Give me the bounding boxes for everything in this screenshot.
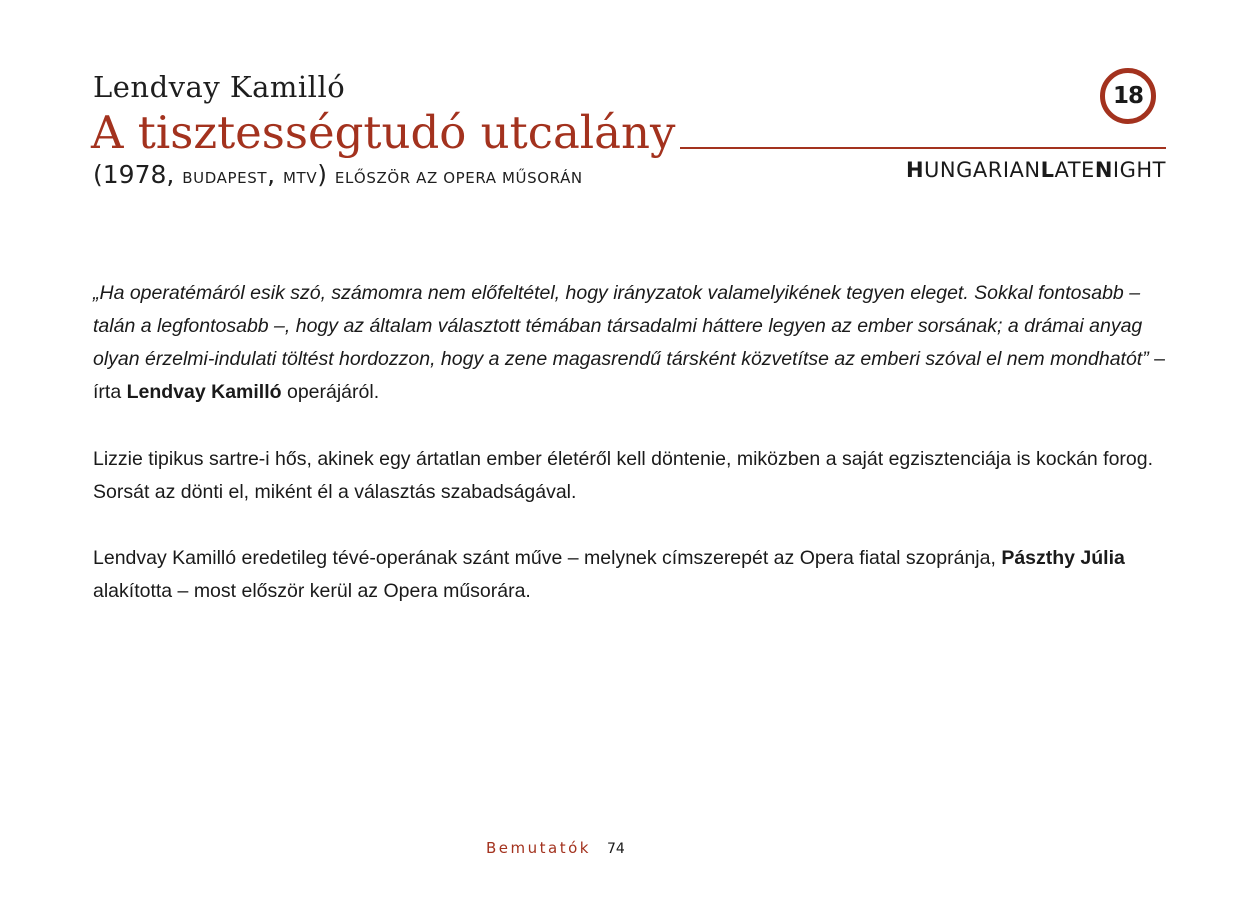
brand-h: H xyxy=(905,158,925,182)
brand-l: L xyxy=(1040,158,1055,182)
subtitle xyxy=(93,160,583,189)
quote-paragraph xyxy=(93,277,1168,409)
quote-attrib-pre: – írta xyxy=(93,348,1165,403)
brand-logo xyxy=(906,158,1166,182)
paragraph-lizzie: Lizzie tipikus sartre-i hős, akinek egy ártatlan ember életéről kell döntenie, miközben a saját egzisztenciája is kockán forog. Sorsát az dönti el, miként él a választás szabadságával. xyxy=(93,448,1154,503)
p3-post: alakította – most először kerül az Opera műsorára. xyxy=(93,580,531,602)
age-rating-number: 18 xyxy=(1112,83,1143,109)
page-number: 74 xyxy=(606,841,625,857)
composer-name: Lendvay Kamilló xyxy=(93,70,346,104)
brand-ight: IGHT xyxy=(1112,158,1166,182)
quote-attrib-name: Lendvay Kamilló xyxy=(126,381,282,403)
quote-text: „Ha operatémáról esik szó, számomra nem előfeltétel, hogy irányzatok valamelyikének tegyen eleget. Sokkal fontosabb – talán a legfontosabb –, hogy az általam választott témában társadalmi háttere legyen az ember sorsának; a drámai anyag olyan érzelmi-indulati töltést hordozzon, hogy a zene magasrendű társként közvetítse az emberi szóval el nem mondhatót” xyxy=(93,282,1149,370)
subtitle-note: ELŐSZÖR AZ OPERA MŰSORÁN xyxy=(334,169,583,187)
subtitle-year: (1978, xyxy=(93,160,183,189)
page-footer xyxy=(486,838,625,857)
page-title: A tisztességtudó utcalány xyxy=(91,106,676,159)
subtitle-close: ) xyxy=(317,160,335,189)
quote-attrib-post: operájáról. xyxy=(281,381,380,403)
age-rating-badge xyxy=(1100,68,1156,124)
footer-section: Bemutatók xyxy=(486,839,591,857)
subtitle-channel: MTV xyxy=(283,169,318,187)
p3-pre: Lendvay Kamilló eredetileg tévé-operának szánt műve – melynek címszerepét az Opera fiatal szopránja, xyxy=(93,547,1002,569)
brand-ungarian: UNGARIAN xyxy=(924,158,1041,182)
p3-name: Pászthy Júlia xyxy=(1001,547,1125,569)
paragraph-premiere xyxy=(93,542,1168,608)
subtitle-comma: , xyxy=(267,160,284,189)
subtitle-place: BUDAPEST xyxy=(182,169,268,187)
brand-ate: ATE xyxy=(1054,158,1095,182)
brand-n: N xyxy=(1094,158,1113,182)
title-rule xyxy=(680,147,1166,149)
